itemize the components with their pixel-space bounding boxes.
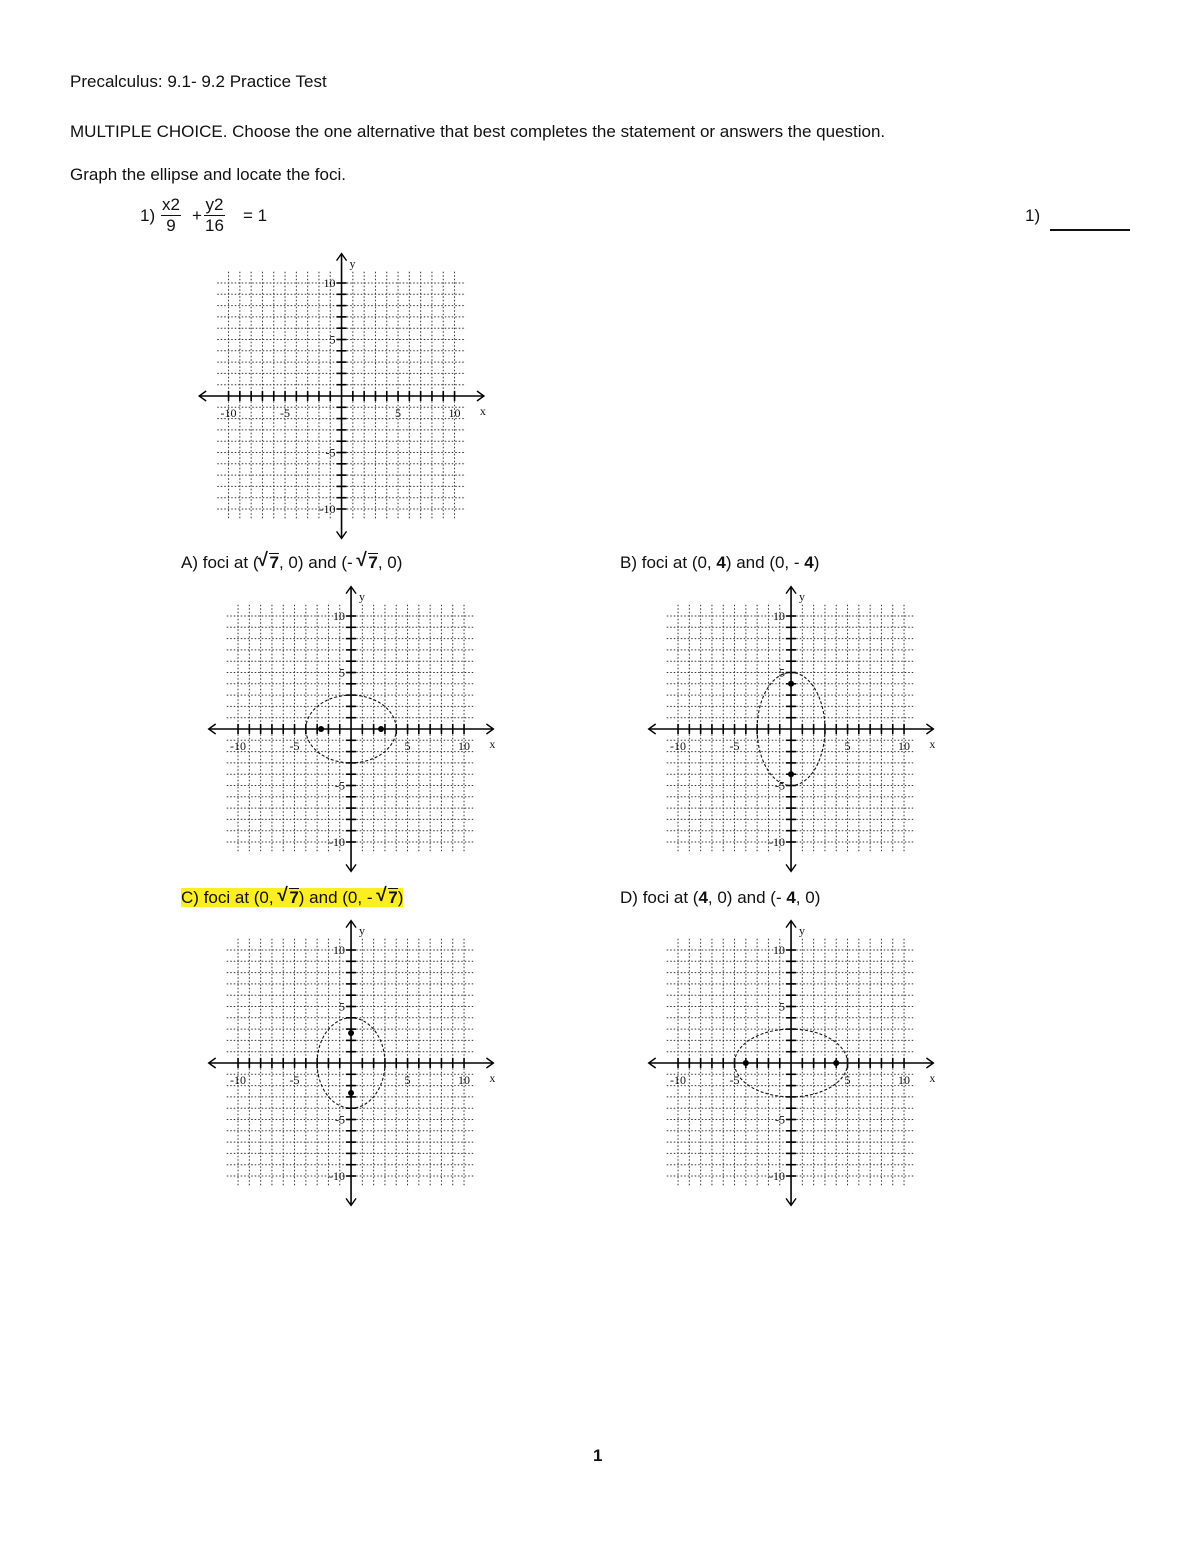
focus-point <box>743 1060 749 1066</box>
x-tick-label: -10 <box>230 739 247 753</box>
y-tick-label: 10 <box>773 609 786 623</box>
fraction-x <box>161 195 181 236</box>
option-a-graph <box>206 583 502 875</box>
question-number: 1) <box>140 206 156 225</box>
option-c-radicand-2: 7 <box>388 888 398 907</box>
y-tick-label: -10 <box>319 502 336 516</box>
x-axis-label: x <box>479 404 486 418</box>
x-tick-label: 5 <box>404 739 411 753</box>
option-a-text-3: , 0) <box>377 553 403 572</box>
x-tick-label: 10 <box>898 739 911 753</box>
x-tick-label: -10 <box>670 1073 687 1087</box>
y-tick-label: 5 <box>779 999 786 1014</box>
fraction-x-numerator: x2 <box>162 195 180 214</box>
x-tick-label: 5 <box>844 1073 851 1087</box>
option-b-graph <box>646 583 942 875</box>
option-a-letter: A) <box>181 553 198 572</box>
y-axis-label: y <box>349 256 356 271</box>
option-a-radicand-1: 7 <box>269 553 279 572</box>
fraction-y-numerator: y2 <box>205 195 224 214</box>
option-c-letter: C) <box>181 888 199 907</box>
option-d-graph <box>646 917 942 1209</box>
x-tick-label: -5 <box>729 739 740 753</box>
equation-rhs: = 1 <box>243 206 268 225</box>
x-axis-label: x <box>489 1071 496 1085</box>
x-tick-label: -10 <box>220 406 237 420</box>
page-title: Precalculus: 9.1- 9.2 Practice Test <box>70 72 327 91</box>
x-axis-label: x <box>489 737 496 751</box>
option-a-text-1: foci at ( <box>202 553 259 572</box>
option-d-value-2: 4 <box>786 888 796 907</box>
option-d-value-1: 4 <box>698 888 708 907</box>
option-b-letter: B) <box>620 553 637 572</box>
y-tick-label: -10 <box>329 1169 346 1183</box>
y-tick-label: 5 <box>339 665 346 680</box>
y-tick-label: 5 <box>779 665 786 680</box>
plus-sign: + <box>192 206 202 225</box>
fraction-y-denominator: 16 <box>205 216 224 235</box>
y-tick-label: -5 <box>325 445 336 460</box>
x-tick-label: 5 <box>395 406 402 420</box>
x-tick-label: -10 <box>230 1073 247 1087</box>
option-d-text-1: foci at ( <box>642 888 699 907</box>
x-tick-label: 5 <box>404 1073 411 1087</box>
y-tick-label: -5 <box>335 778 346 793</box>
option-a[interactable] <box>181 553 402 573</box>
option-b-value-1: 4 <box>716 553 726 572</box>
y-tick-label: -5 <box>335 1112 346 1127</box>
directions: Graph the ellipse and locate the foci. <box>70 165 346 184</box>
page-number: 1 <box>593 1446 603 1465</box>
y-tick-label: 10 <box>333 609 346 623</box>
y-axis-label: y <box>799 923 806 938</box>
x-tick-label: 10 <box>448 406 461 420</box>
answer-blank[interactable] <box>1050 229 1130 231</box>
option-c-text-2: ) and (0, - <box>298 888 378 907</box>
answer-label: 1) <box>1025 206 1041 225</box>
sqrt-icon <box>357 553 377 573</box>
y-tick-label: -5 <box>775 1112 786 1127</box>
y-tick-label: -10 <box>329 835 346 849</box>
focus-point <box>348 1090 354 1096</box>
y-tick-label: -10 <box>769 1169 786 1183</box>
sqrt-icon <box>377 888 397 908</box>
option-c-text-3: ) <box>397 888 404 907</box>
x-tick-label: -10 <box>670 739 687 753</box>
option-b-text-2: ) and (0, - <box>725 553 805 572</box>
option-a-text-2: , 0) and (- <box>278 553 358 572</box>
x-axis-label: x <box>929 1071 936 1085</box>
focus-point <box>833 1060 839 1066</box>
option-c-radicand-1: 7 <box>289 888 299 907</box>
focus-point <box>318 726 324 732</box>
option-c-graph <box>206 917 502 1209</box>
option-d[interactable] <box>620 888 820 908</box>
y-tick-label: 10 <box>773 943 786 957</box>
x-tick-label: 10 <box>458 739 471 753</box>
option-d-text-2: , 0) and (- <box>707 888 787 907</box>
focus-point <box>378 726 384 732</box>
sqrt-icon <box>258 553 278 573</box>
option-d-letter: D) <box>620 888 638 907</box>
sqrt-icon <box>278 888 298 908</box>
x-tick-label: 10 <box>898 1073 911 1087</box>
y-tick-label: -10 <box>769 835 786 849</box>
option-b-text-1: foci at (0, <box>641 553 717 572</box>
option-c-text-1: foci at (0, <box>203 888 279 907</box>
y-tick-label: -5 <box>775 778 786 793</box>
fraction-y <box>204 195 225 236</box>
focus-point <box>788 681 794 687</box>
option-c[interactable] <box>181 888 403 908</box>
question-graph <box>197 250 492 542</box>
option-a-radicand-2: 7 <box>368 553 378 572</box>
x-axis-label: x <box>929 737 936 751</box>
y-axis-label: y <box>799 589 806 604</box>
option-b-value-2: 4 <box>804 553 814 572</box>
y-tick-label: 5 <box>329 332 336 347</box>
focus-point <box>788 771 794 777</box>
option-b[interactable] <box>620 553 819 573</box>
x-tick-label: -5 <box>280 406 291 420</box>
x-tick-label: 10 <box>458 1073 471 1087</box>
x-tick-label: 5 <box>844 739 851 753</box>
y-tick-label: 10 <box>323 276 336 290</box>
focus-point <box>348 1030 354 1036</box>
y-tick-label: 10 <box>333 943 346 957</box>
y-axis-label: y <box>359 589 366 604</box>
fraction-x-denominator: 9 <box>161 215 181 236</box>
option-b-text-3: ) <box>813 553 820 572</box>
y-tick-label: 5 <box>339 999 346 1014</box>
x-tick-label: -5 <box>289 739 300 753</box>
x-tick-label: -5 <box>289 1073 300 1087</box>
y-axis-label: y <box>359 923 366 938</box>
option-d-text-3: , 0) <box>795 888 821 907</box>
section-instructions: MULTIPLE CHOICE. Choose the one alternative that best completes the statement or answers the question. <box>70 122 886 141</box>
x-tick-label: -5 <box>729 1073 740 1087</box>
